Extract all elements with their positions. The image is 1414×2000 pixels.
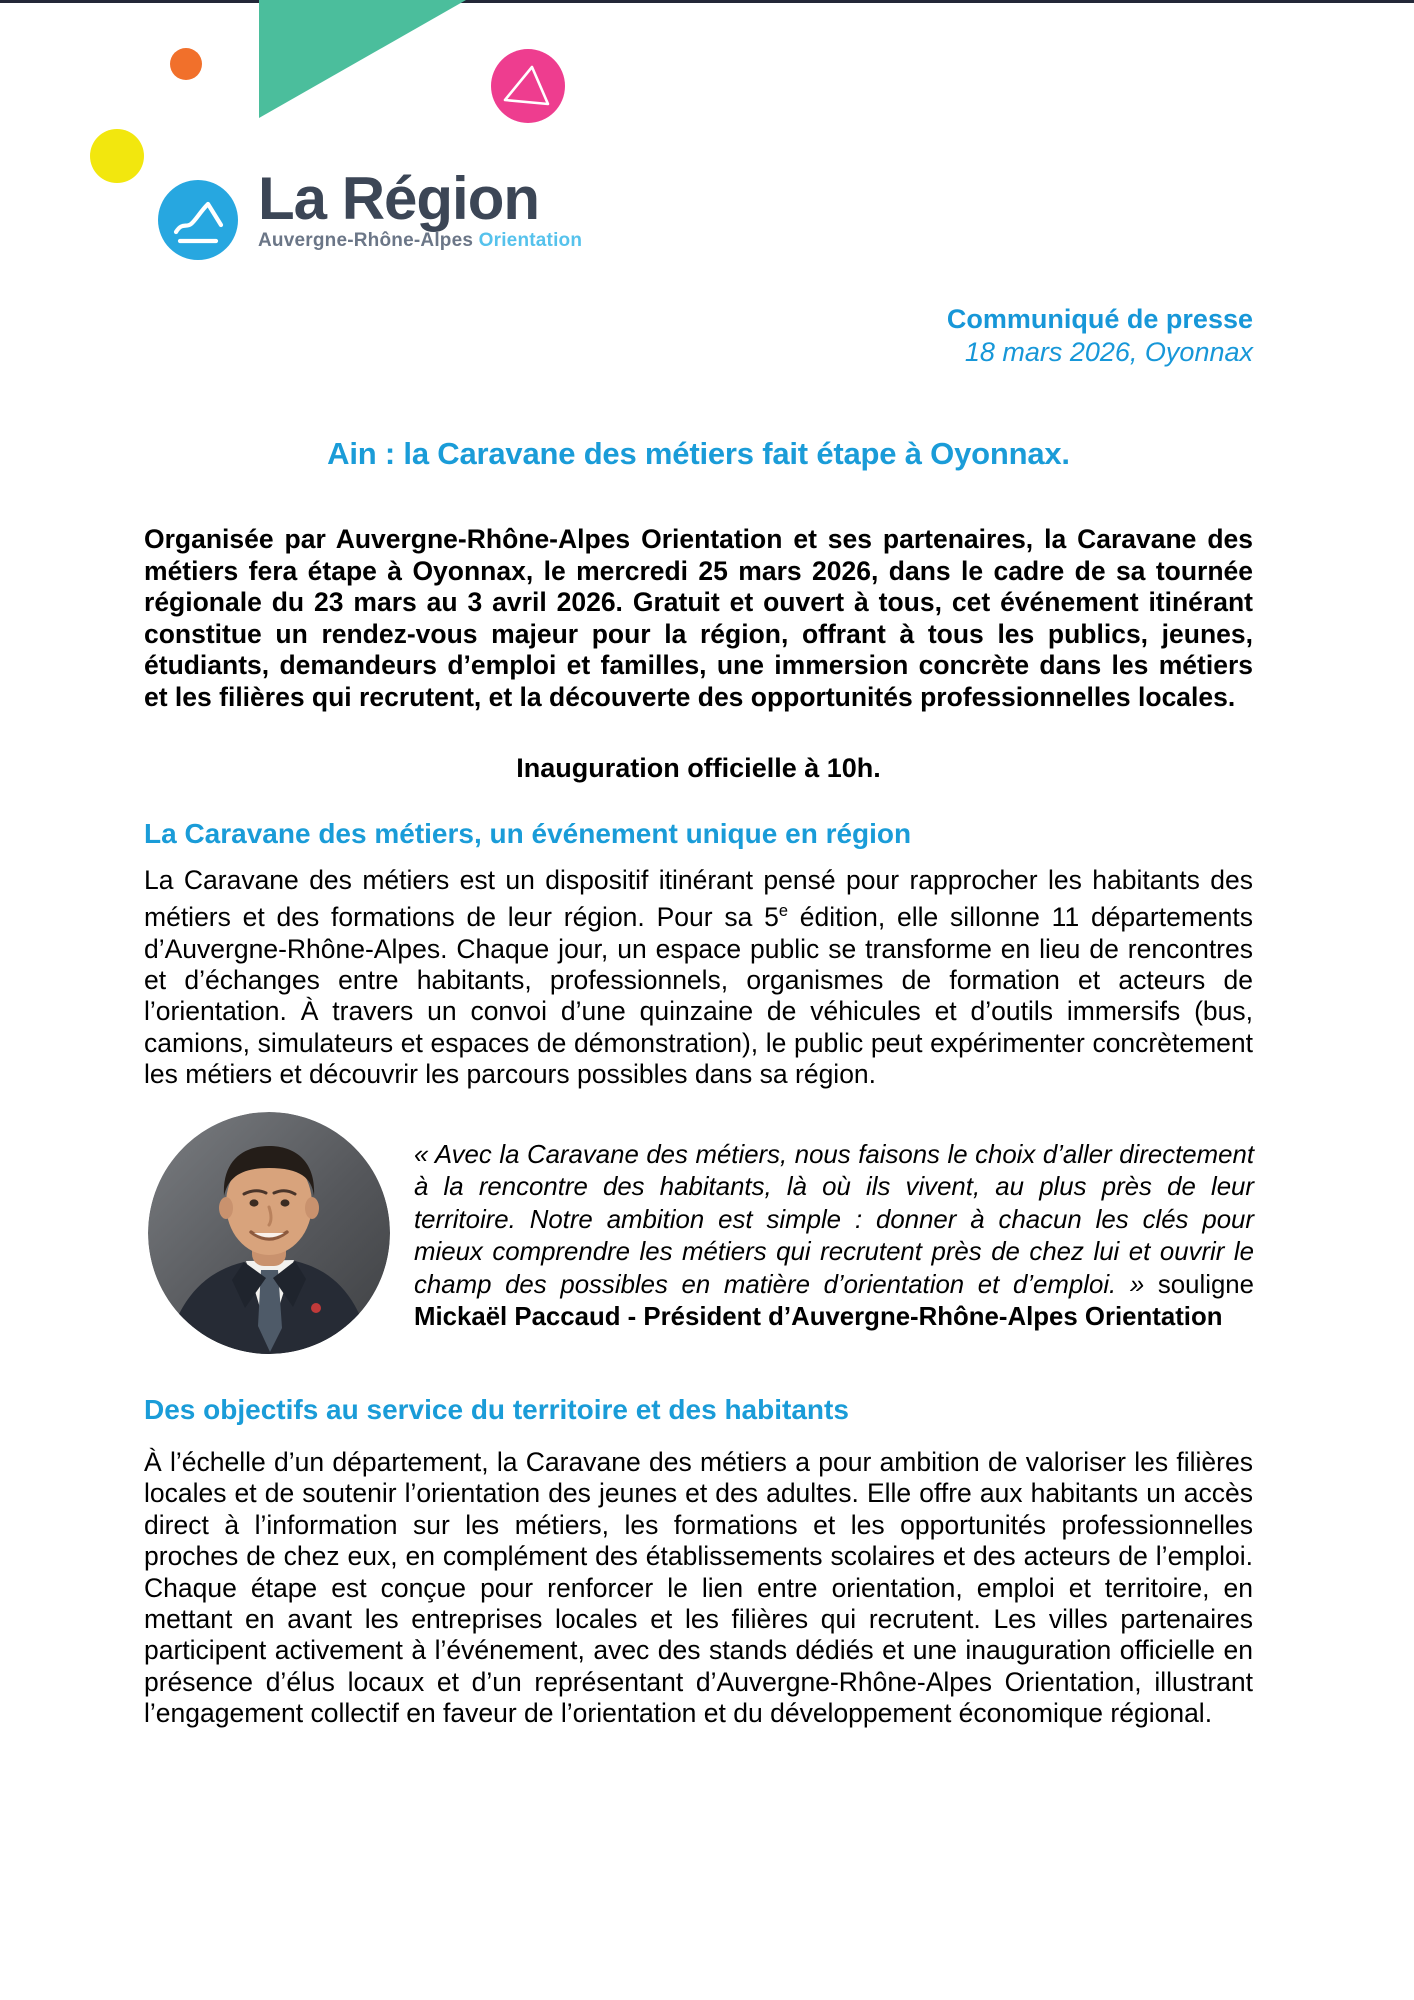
section2-paragraph: À l’échelle d’un département, la Caravane des métiers a pour ambition de valoriser les filières locales et de soutenir l’orientation des jeunes et des adultes. Elle offre aux habitants un accès direct à l’information sur les métiers, les formations et les opportunités professionnelles proches de chez eux, en complément des établissements scolaires et des acteurs de l’emploi. Chaque étape est conçue pour renforcer le lien entre orientation, emploi et territoire, en mettant en avant les entreprises locales et les filières qui recrutent. Les villes partenaires participent activement à l’événement, avec des stands dédiés et une inauguration officielle en présence d’élus locaux et d’un représentant d’Auvergne-Rhône-Alpes Orientation, illustrant l’engagement collectif en faveur de l’orientation et du développement économique régional.: [144, 1447, 1253, 1729]
document-type-label: Communiqué de presse: [946, 304, 1253, 334]
subheadline: Inauguration officielle à 10h.: [516, 753, 881, 783]
region-logo-text: [258, 165, 678, 251]
dateline: 18 mars 2026, Oyonnax: [964, 337, 1253, 367]
logo-brand-name: La Région: [258, 165, 540, 232]
section-heading-caravane: La Caravane des métiers, un événement unique en région: [144, 818, 912, 849]
pink-triangle-outline-icon: [491, 49, 565, 123]
section-heading-objectifs: Des objectifs au service du territoire et des habitants: [144, 1394, 849, 1425]
page-title: Ain : la Caravane des métiers fait étape à Oyonnax.: [327, 436, 1070, 471]
logo-subtitle-region: Auvergne-Rhône-Alpes: [258, 230, 479, 251]
president-quote: [414, 1139, 1254, 1333]
section1-text-after-sup: édition, elle sillonne 11 départements d’Auvergne-Rhône-Alpes. Chaque jour, un espace public se transforme en lieu de rencontres et d’échanges entre habitants, professionnels, organismes de formation et acteurs de l’orientation. À travers un convoi d’une quinzaine de véhicules et d’outils immersifs (bus, camions, simulateurs et espaces de démonstration), le public peut expérimenter concrètement les métiers et découvrir les parcours possibles dans sa région.: [144, 902, 1254, 1090]
yellow-circle-decoration: [90, 129, 144, 183]
region-logo-circle: [158, 180, 238, 260]
teal-triangle-decoration: [259, 0, 466, 118]
logo-subtitle: [258, 231, 678, 251]
press-header: [947, 303, 1253, 369]
portrait-illustration: [148, 1112, 390, 1354]
logo-subtitle-orientation: Orientation: [478, 230, 583, 251]
lead-paragraph: Organisée par Auvergne-Rhône-Alpes Orientation et ses partenaires, la Caravane des métiers fera étape à Oyonnax, le mercredi 25 mars 2026, dans le cadre de sa tournée régionale du 23 mars au 3 avril 2026. Gratuit et ouvert à tous, cet événement itinérant constitue un rendez-vous majeur pour la région, offrant à tous les publics, jeunes, étudiants, demandeurs d’emploi et familles, une immersion concrète dans les métiers et les filières qui recrutent, et la découverte des opportunités professionnelles locales.: [144, 524, 1253, 712]
ordinal-superscript: e: [778, 902, 788, 921]
president-portrait-photo: [148, 1112, 390, 1354]
section1-text-before-sup: La Caravane des métiers est un dispositif itinérant pensé pour rapprocher les habitants des métiers et des formations de leur région. Pour sa 5: [144, 865, 1253, 933]
section1-paragraph: [144, 865, 1253, 1091]
quote-attribution-name: Mickaël Paccaud - Président d’Auvergne-Rhône-Alpes Orientation: [414, 1303, 1223, 1332]
logo-mountain-icon: [158, 180, 238, 260]
quote-text: « Avec la Caravane des métiers, nous faisons le choix d’aller directement à la rencontre des habitants, là où ils vivent, au plus près de leur territoire. Notre ambition est simple : donner à chacun les clés pour mieux comprendre les métiers qui recrutent près de chez lui et ouvrir le champ des possibles en matière d’orientation et d’emploi. »: [414, 1141, 1254, 1299]
quote-verb: souligne: [1157, 1270, 1254, 1299]
orange-dot-decoration: [170, 48, 202, 80]
pink-circle-decoration: [491, 49, 565, 123]
page-top-border: [0, 0, 1414, 3]
